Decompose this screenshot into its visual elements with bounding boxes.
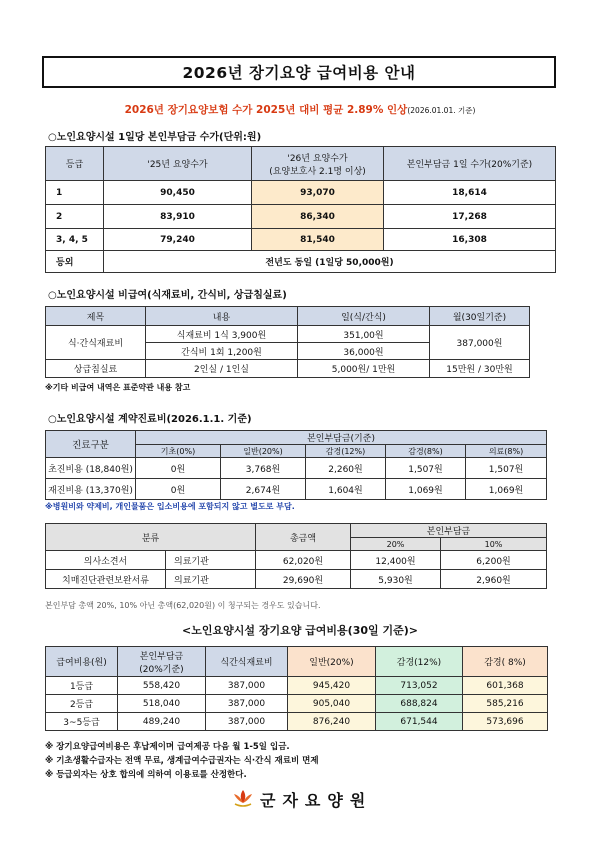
table-row xyxy=(46,713,548,731)
cost-meal-cell: 387,000 xyxy=(206,713,288,731)
header-reduced8: 감경(8%) xyxy=(386,445,466,458)
table-row xyxy=(46,479,547,500)
facility-logo xyxy=(232,788,372,811)
general-cell: 3,768원 xyxy=(221,458,306,479)
p20-cell: 5,930원 xyxy=(351,570,441,589)
cost-meal-cell: 387,000 xyxy=(206,695,288,713)
header-copay-basis: 본인부담금(기준) xyxy=(136,431,547,445)
table-row xyxy=(46,360,530,378)
table-row xyxy=(46,205,556,229)
p20-cell: 12,400원 xyxy=(351,551,441,570)
copay-cell: 16,308 xyxy=(384,229,556,251)
header-cost-grade: 급여비용(원) xyxy=(46,647,118,677)
fee-2026-cell: 93,070 xyxy=(252,181,384,205)
section3-heading xyxy=(48,410,252,425)
table-row xyxy=(46,551,547,570)
header-p10: 10% xyxy=(441,538,547,551)
section2-marker: ○ xyxy=(48,290,57,301)
meal-label-cell: 식·간식재료비 xyxy=(46,326,146,360)
category-cell: 초진비용 (18,840원) xyxy=(46,458,136,479)
header-grade: 등급 xyxy=(46,147,104,181)
section1-marker: ○ xyxy=(48,132,57,143)
fee-2026-cell: 86,340 xyxy=(252,205,384,229)
header-fee-2026-line2: (요양보호사 2.1명 이상) xyxy=(269,166,366,177)
footnote: ※ 기초생활수급자는 전액 무료, 생계급여수급권자는 식·간식 재료비 면제 xyxy=(45,756,319,766)
lotus-logo-icon xyxy=(232,788,254,811)
header-content: 내용 xyxy=(146,307,298,326)
section4-note: 본인부담 총액 20%, 10% 아닌 총액(62,020원) 이 청구되는 경우도 있습니다. xyxy=(45,601,321,610)
header-fee-2026 xyxy=(252,147,384,181)
cost-meal-cell: 387,000 xyxy=(206,677,288,695)
cost-grade-cell: 2등급 xyxy=(46,695,118,713)
room-label-cell: 상급침실료 xyxy=(46,360,146,378)
table-row xyxy=(46,458,547,479)
fee-2025-cell: 90,450 xyxy=(104,181,252,205)
header-basic: 기초(0%) xyxy=(136,445,221,458)
subtitle-note: (2026.01.01. 기준) xyxy=(407,106,476,115)
reduced8-cell: 1,069원 xyxy=(386,479,466,500)
doc-name-cell: 치매진단관련보완서류 xyxy=(46,570,166,589)
cost-reduced8-cell: 601,368 xyxy=(463,677,548,695)
content-cell: 식재료비 1식 3,900원 xyxy=(146,326,298,343)
table-row xyxy=(46,229,556,251)
copay-cell: 18,614 xyxy=(384,181,556,205)
header-copay: 본인부담금 1일 수가(20%기준) xyxy=(384,147,556,181)
header-doc-category: 분류 xyxy=(46,524,256,551)
page-title-text: 2026년 장기요양 급여비용 안내 xyxy=(182,64,416,82)
cost-general-cell: 945,420 xyxy=(288,677,376,695)
section2-heading xyxy=(48,286,287,301)
section2-heading-text: 노인요양시설 비급여(식재료비, 간식비, 상급침실료) xyxy=(56,290,287,301)
section2-note: ※기타 비급여 내역은 표준약관 내용 참고 xyxy=(45,383,191,392)
cost-reduced8-cell: 573,696 xyxy=(463,713,548,731)
total-cell: 29,690원 xyxy=(256,570,351,589)
grade-cell: 3, 4, 5 xyxy=(46,229,104,251)
table-row xyxy=(46,677,548,695)
copay-cell: 17,268 xyxy=(384,205,556,229)
header-general: 일반(20%) xyxy=(221,445,306,458)
fee-2025-cell: 83,910 xyxy=(104,205,252,229)
cost-general-cell: 876,240 xyxy=(288,713,376,731)
cost-general-cell: 905,040 xyxy=(288,695,376,713)
subtitle xyxy=(0,102,600,117)
medical-cell: 1,507원 xyxy=(466,458,547,479)
section3-heading-text: 노인요양시설 계약진료비(2026.1.1. 기준) xyxy=(56,414,252,425)
basic-cell: 0원 xyxy=(136,479,221,500)
footnote: ※ 장기요양급여비용은 후납제이며 급여제공 다음 월 1-5일 입금. xyxy=(45,742,290,752)
table-row xyxy=(46,570,547,589)
general-cell: 2,674원 xyxy=(221,479,306,500)
outside-label: 등외 xyxy=(46,251,104,273)
basic-cell: 0원 xyxy=(136,458,221,479)
non-covered-table xyxy=(45,306,530,378)
section3-note: ※병원비와 약제비, 개인물품은 입소비용에 포함되지 않고 별도로 부담. xyxy=(45,502,295,511)
cost-grade-cell: 3~5등급 xyxy=(46,713,118,731)
reduced12-cell: 2,260원 xyxy=(306,458,386,479)
p10-cell: 2,960원 xyxy=(441,570,547,589)
header-doc-copay: 본인부담금 xyxy=(351,524,547,538)
header-total: 총금액 xyxy=(256,524,351,551)
reduced12-cell: 1,604원 xyxy=(306,479,386,500)
medical-cell: 1,069원 xyxy=(466,479,547,500)
content-cell: 간식비 1회 1,200원 xyxy=(146,343,298,360)
section5-heading: <노인요양시설 장기요양 급여비용(30일 기준)> xyxy=(182,624,418,637)
header-cost-meal: 식간식재료비 xyxy=(206,647,288,677)
table-row-outside xyxy=(46,251,556,273)
room-day-cell: 5,000원/ 1만원 xyxy=(298,360,430,378)
reduced8-cell: 1,507원 xyxy=(386,458,466,479)
header-category: 진료구분 xyxy=(46,431,136,458)
section1-heading xyxy=(48,128,261,143)
grade-cell: 1 xyxy=(46,181,104,205)
medical-fee-table xyxy=(45,430,547,500)
grade-cell: 2 xyxy=(46,205,104,229)
cost-copay-cell: 558,420 xyxy=(118,677,206,695)
header-fee-2026-line1: '26년 요양수가 xyxy=(287,153,348,164)
footnote: ※ 등급외자는 상호 합의에 의하여 이용료를 산정한다. xyxy=(45,770,247,780)
day-cell: 36,000원 xyxy=(298,343,430,360)
header-item: 제목 xyxy=(46,307,146,326)
table-row xyxy=(46,181,556,205)
header-cost-reduced8: 감경( 8%) xyxy=(463,647,548,677)
header-cost-copay xyxy=(118,647,206,677)
header-fee-2025: '25년 요양수가 xyxy=(104,147,252,181)
fee-2026-cell: 81,540 xyxy=(252,229,384,251)
header-month: 월(30일기준) xyxy=(430,307,530,326)
total-cell: 62,020원 xyxy=(256,551,351,570)
monthly-cost-table xyxy=(45,646,548,731)
header-day: 일(식/간식) xyxy=(298,307,430,326)
meal-month-cell: 387,000원 xyxy=(430,326,530,360)
cost-reduced8-cell: 585,216 xyxy=(463,695,548,713)
header-reduced12: 감경(12%) xyxy=(306,445,386,458)
fee-2025-cell: 79,240 xyxy=(104,229,252,251)
header-p20: 20% xyxy=(351,538,441,551)
issuer-cell: 의료기관 xyxy=(166,551,256,570)
outside-text: 전년도 동일 (1일당 50,000원) xyxy=(104,251,556,273)
page-title xyxy=(42,56,556,88)
issuer-cell: 의료기관 xyxy=(166,570,256,589)
table-row xyxy=(46,695,548,713)
cost-copay-cell: 518,040 xyxy=(118,695,206,713)
section1-heading-text: 노인요양시설 1일당 본인부담금 수가(단위:원) xyxy=(56,132,262,143)
subtitle-main: 2026년 장기요양보험 수가 2025년 대비 평균 2.89% 인상 xyxy=(124,104,408,116)
cost-reduced12-cell: 688,824 xyxy=(376,695,463,713)
cost-grade-cell: 1등급 xyxy=(46,677,118,695)
cost-reduced12-cell: 713,052 xyxy=(376,677,463,695)
header-cost-copay-line1: 본인부담금 xyxy=(139,651,184,662)
header-cost-general: 일반(20%) xyxy=(288,647,376,677)
daily-fee-table xyxy=(45,146,556,273)
document-fee-table xyxy=(45,523,547,589)
header-cost-reduced12: 감경(12%) xyxy=(376,647,463,677)
facility-name: 군자요양원 xyxy=(260,791,373,810)
table-row xyxy=(46,326,530,343)
room-month-cell: 15만원 / 30만원 xyxy=(430,360,530,378)
day-cell: 351,00원 xyxy=(298,326,430,343)
p10-cell: 6,200원 xyxy=(441,551,547,570)
category-cell: 재진비용 (13,370원) xyxy=(46,479,136,500)
header-medical: 의료(8%) xyxy=(466,445,547,458)
header-cost-copay-line2: (20%기준) xyxy=(139,664,184,675)
room-content-cell: 2인실 / 1인실 xyxy=(146,360,298,378)
cost-copay-cell: 489,240 xyxy=(118,713,206,731)
doc-name-cell: 의사소견서 xyxy=(46,551,166,570)
section3-marker: ○ xyxy=(48,414,57,425)
cost-reduced12-cell: 671,544 xyxy=(376,713,463,731)
